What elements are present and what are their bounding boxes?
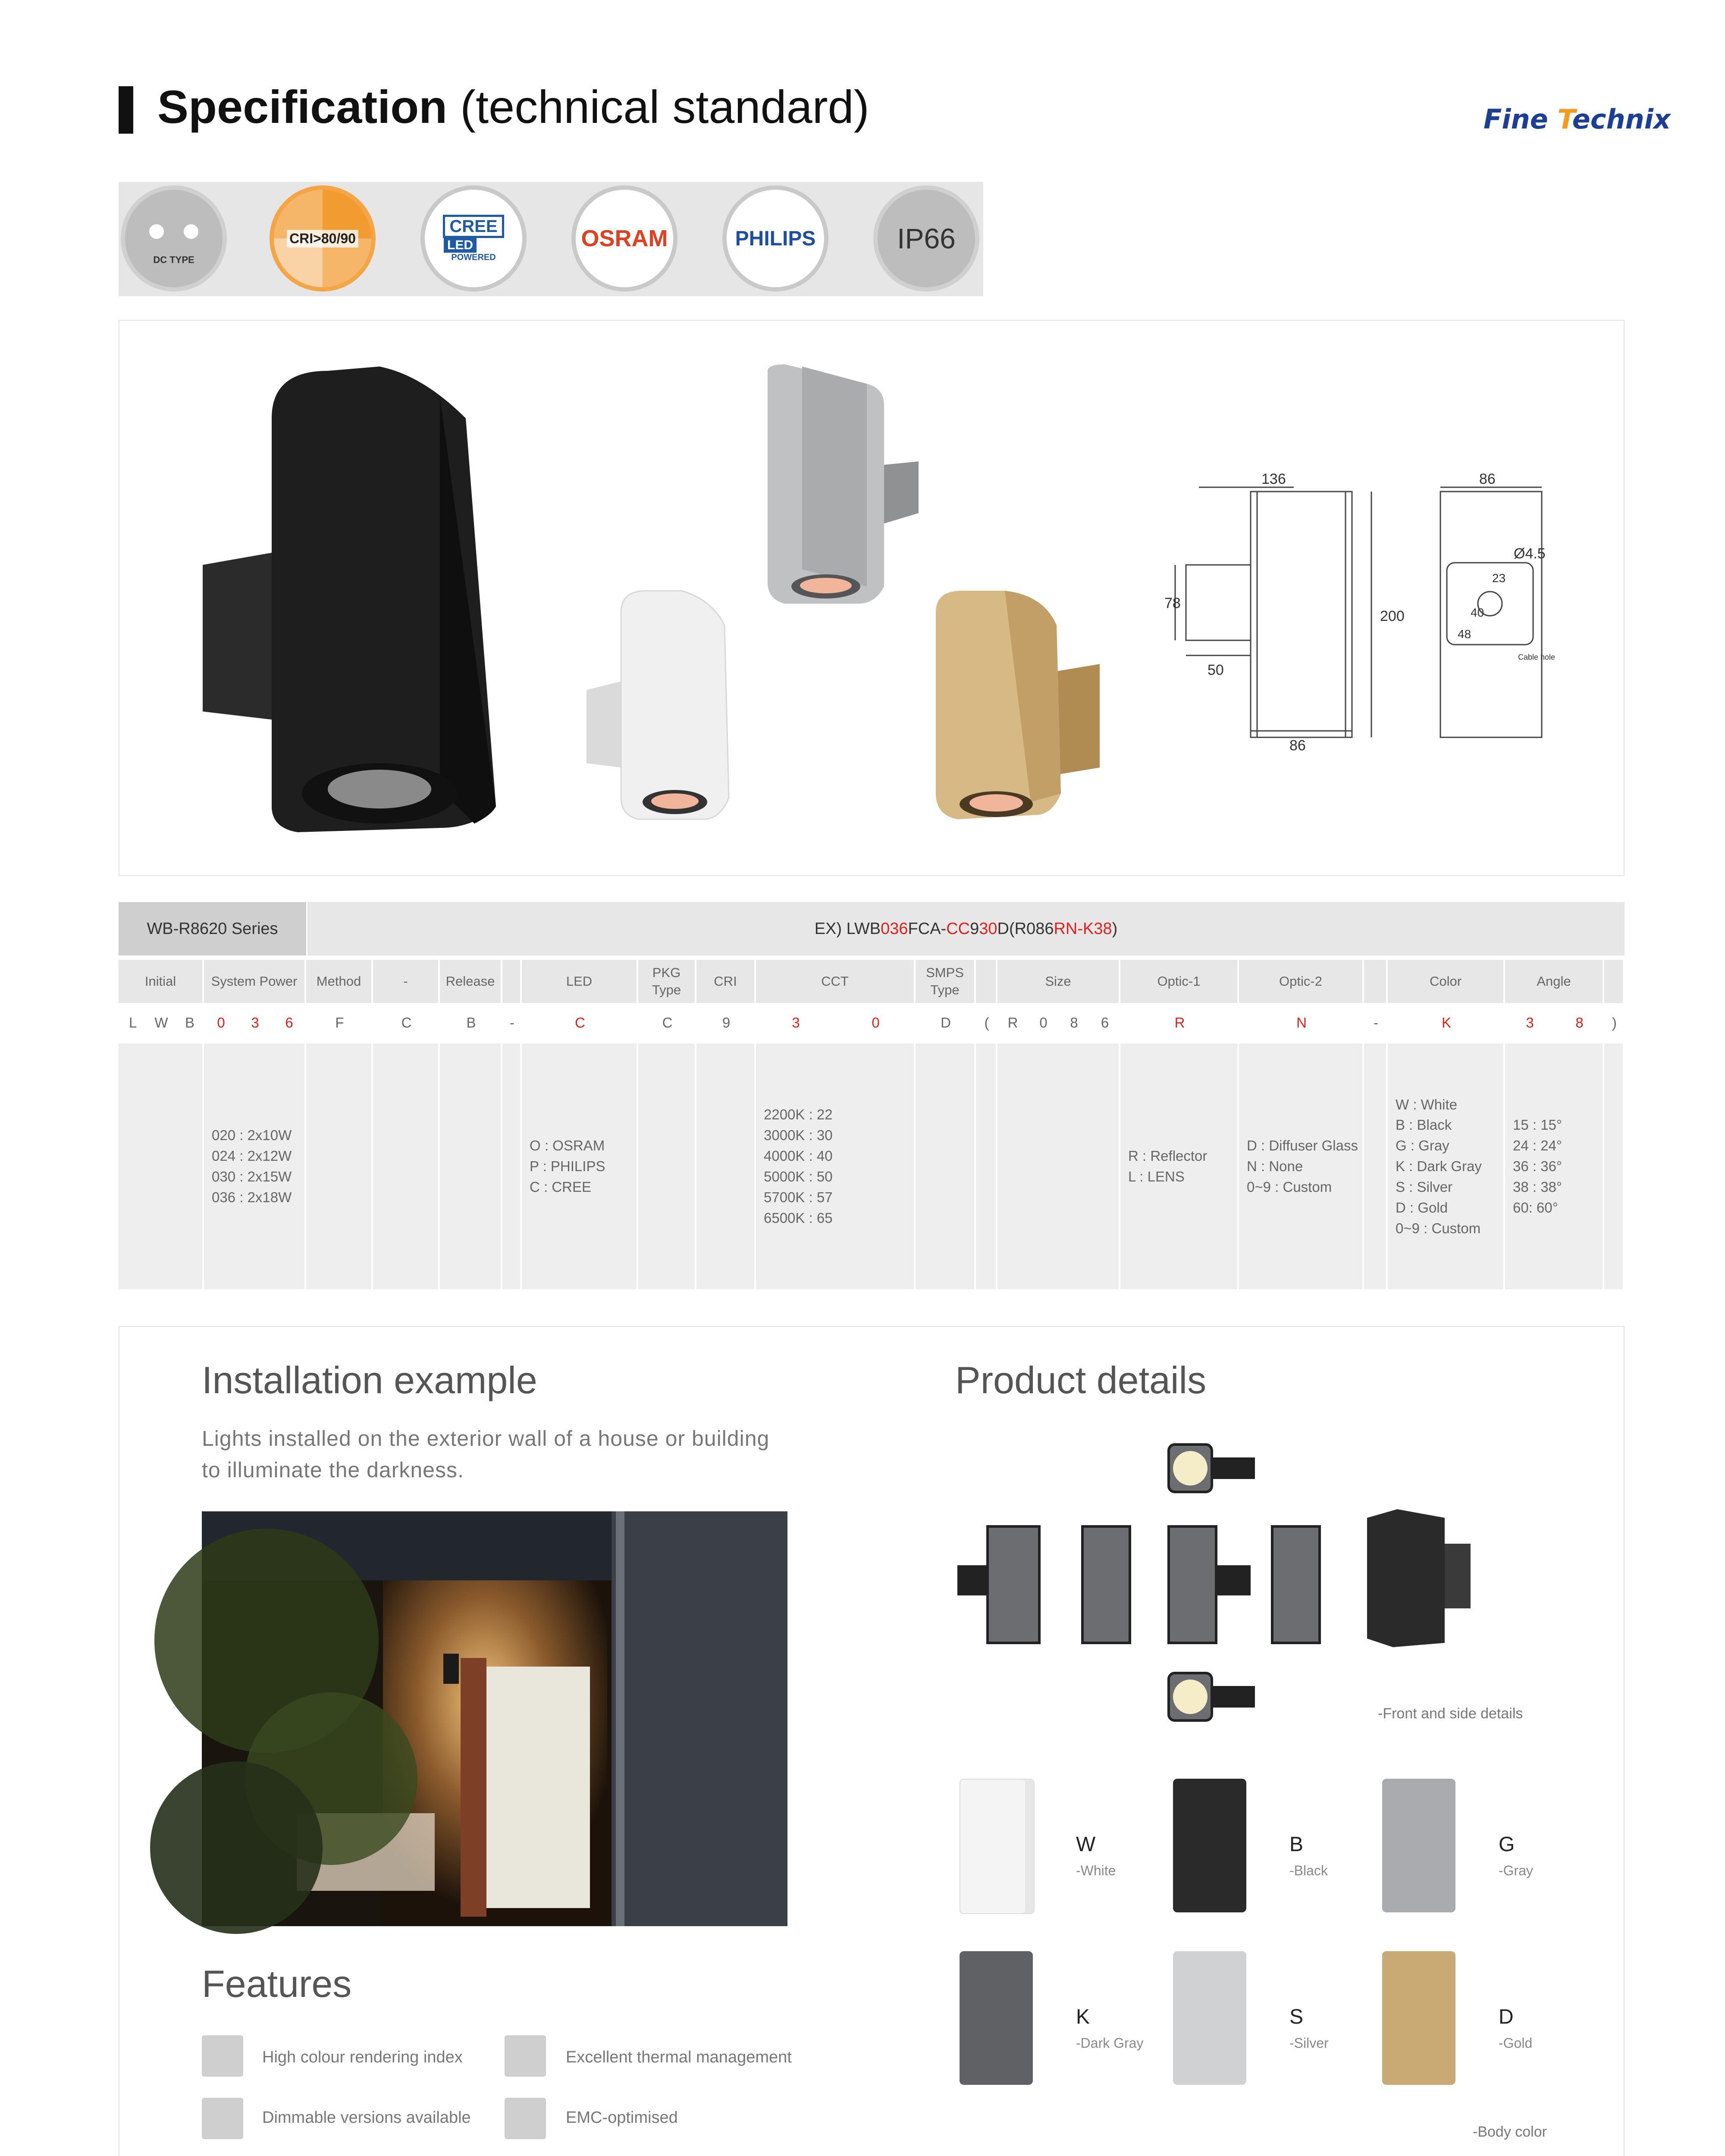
code-cell: D [941, 1015, 951, 1031]
col-header: Initial [119, 960, 204, 1003]
code-cell: 3 [251, 1015, 259, 1031]
swatch-black [1173, 1779, 1246, 1912]
swatch-white [960, 1779, 1035, 1914]
silver-lamp-image [759, 362, 932, 612]
desc-optic2: D : Diffuser Glass N : None 0~9 : Custom [1239, 1044, 1364, 1289]
example-part: D(R086 [997, 919, 1054, 938]
dim-78: 78 [1164, 595, 1181, 611]
cri-label: CRI>80/90 [287, 230, 358, 248]
example-part: EX) LWB [814, 919, 881, 938]
swatch-code-s: S [1289, 2006, 1304, 2028]
cree-badge [420, 185, 527, 291]
code-cell: K [1441, 1015, 1451, 1031]
col-header: System Power [204, 960, 306, 1003]
code-cell: 0 [1039, 1015, 1048, 1031]
dim-50: 50 [1208, 662, 1224, 678]
code-cell: 6 [285, 1015, 293, 1031]
dimmable-feature-icon [202, 2098, 243, 2139]
cri-badge [270, 185, 376, 291]
col-header: Angle [1505, 960, 1604, 1003]
example-part: 0 [988, 919, 997, 938]
series-name: WB-R8620 Series [119, 902, 306, 956]
body-color-caption: -Body color [1473, 2124, 1547, 2140]
feature-label: High colour rendering index [262, 2048, 463, 2066]
col-header: Optic-1 [1120, 960, 1239, 1003]
dim-86-top: 86 [1479, 471, 1496, 487]
desc-size [997, 1044, 1120, 1289]
logo-t: T [1557, 103, 1572, 135]
code-cell: 6 [1101, 1015, 1109, 1031]
code-cell: 8 [1070, 1015, 1078, 1031]
ip66-label: IP66 [897, 222, 956, 254]
dim-4-5: Ø4.5 [1514, 545, 1546, 562]
feature-label: EMC-optimised [566, 2109, 678, 2127]
swatch-silver [1173, 1951, 1246, 2085]
example-part: 9 [970, 919, 979, 938]
swatch-code-k: K [1076, 2006, 1090, 2028]
example-code [307, 902, 1625, 956]
page-title-bold: Specification [157, 81, 448, 133]
example-part: 036 [881, 919, 908, 938]
col-header: SMPS Type [916, 960, 976, 1003]
dim-86-bottom: 86 [1289, 737, 1306, 754]
code-cell: R [1007, 1015, 1018, 1031]
col-header [976, 960, 997, 1003]
dim-136: 136 [1261, 471, 1286, 487]
desc-angle: 15 : 15° 24 : 24° 36 : 36° 38 : 38° 60: 60° [1505, 1044, 1604, 1289]
example-part: RN-K38 [1054, 919, 1112, 938]
desc-cri [696, 1044, 756, 1289]
example-part: FCA- [908, 919, 947, 938]
swatch-code-b: B [1289, 1833, 1304, 1856]
col-header [502, 960, 522, 1003]
dim-23: 23 [1492, 571, 1506, 585]
swatch-code-d: D [1499, 2006, 1514, 2028]
logo-part1: Fine [1484, 103, 1558, 135]
cree-label: CREE [443, 215, 504, 238]
code-cell: B [466, 1015, 476, 1031]
feature-label: Dimmable versions available [262, 2109, 471, 2127]
feature-label: Excellent thermal management [566, 2048, 792, 2066]
dim-200: 200 [1380, 608, 1405, 624]
front-side-caption: -Front and side details [1378, 1705, 1523, 1722]
desc-led: O : OSRAM P : PHILIPS C : CREE [522, 1044, 638, 1289]
dc-type-label: DC TYPE [153, 254, 194, 265]
example-part: CC [946, 919, 970, 938]
ip66-badge [873, 185, 979, 291]
code-row [119, 1006, 1625, 1040]
col-header: Release [440, 960, 502, 1003]
header-row [119, 960, 1625, 1003]
swatch-dark-gray [960, 1951, 1033, 2085]
swatch-gray [1382, 1779, 1455, 1912]
installation-title: Installation example [202, 1359, 537, 1401]
page-title-light: (technical standard) [460, 81, 869, 133]
col-header: PKG Type [638, 960, 696, 1003]
dim-48: 48 [1458, 627, 1471, 641]
swatch-name-g: -Gray [1499, 1863, 1533, 1878]
desc-gap [976, 1044, 997, 1289]
code-cell: N [1296, 1015, 1307, 1031]
desc-gap [1364, 1044, 1388, 1289]
desc-optic1: R : Reflector L : LENS [1120, 1044, 1239, 1289]
swatch-code-w: W [1076, 1833, 1096, 1856]
desc-color: W : White B : Black G : Gray K : Dark Gray S : Silver D : Gold 0~9 : Custom [1388, 1044, 1505, 1289]
code-cell: B [185, 1015, 194, 1031]
swatch-name-w: -White [1076, 1863, 1116, 1878]
col-header: CCT [756, 960, 916, 1003]
philips-badge [722, 185, 828, 291]
col-header: Method [306, 960, 373, 1003]
code-cell: 0 [872, 1015, 880, 1031]
swatch-name-d: -Gold [1499, 2035, 1533, 2051]
code-cell: 3 [792, 1015, 800, 1031]
code-cell: ) [1612, 1015, 1617, 1031]
logo-part2: echnix [1572, 103, 1671, 135]
col-header: LED [522, 960, 638, 1003]
swatch-name-s: -Silver [1289, 2035, 1329, 2051]
badge-strip [119, 182, 983, 296]
cri-feature-icon [202, 2035, 243, 2077]
col-header: CRI [696, 960, 756, 1003]
code-cell: 8 [1575, 1015, 1584, 1031]
thermal-feature-icon [505, 2035, 546, 2077]
code-cell: ( [984, 1015, 989, 1031]
code-cell: F [335, 1015, 344, 1031]
features-title: Features [202, 1962, 352, 2005]
installation-photo [202, 1511, 787, 1926]
col-header [1604, 960, 1625, 1003]
code-cell: R [1174, 1015, 1185, 1031]
page-title [157, 80, 869, 134]
emc-feature-icon [505, 2098, 546, 2139]
code-cell: C [662, 1015, 673, 1031]
description-row [119, 1044, 1625, 1289]
swatch-name-b: -Black [1289, 1863, 1328, 1878]
code-cell: W [154, 1015, 168, 1031]
black-lamp-image [198, 358, 543, 841]
osram-badge [571, 185, 677, 291]
code-cell: 9 [722, 1015, 731, 1031]
desc-method [306, 1044, 373, 1289]
product-details-title: Product details [955, 1359, 1207, 1401]
code-cell: L [129, 1015, 137, 1031]
dim-40: 40 [1471, 606, 1484, 619]
desc-initial [119, 1044, 204, 1289]
code-cell: 3 [1526, 1015, 1534, 1031]
series-row [119, 902, 1625, 956]
desc-cct: 2200K : 22 3000K : 30 4000K : 40 5000K : 50 5700K : 57 6500K : 65 [756, 1044, 916, 1289]
col-header [1364, 960, 1388, 1003]
col-header: Color [1388, 960, 1505, 1003]
cree-powered-label: POWERED [451, 252, 496, 262]
osram-label: OSRAM [581, 226, 668, 251]
swatch-name-k: -Dark Gray [1076, 2035, 1144, 2051]
desc-gap [502, 1044, 522, 1289]
code-cell: 0 [217, 1015, 225, 1031]
philips-label: PHILIPS [735, 227, 816, 250]
cree-led-label: LED [444, 238, 477, 253]
col-header: Size [997, 960, 1120, 1003]
swatch-code-g: G [1499, 1833, 1515, 1856]
front-side-details-image [957, 1440, 1475, 1725]
desc-release [440, 1044, 502, 1289]
dc-type-badge [121, 185, 227, 291]
gold-lamp-image [919, 586, 1108, 828]
example-part: ) [1112, 919, 1118, 938]
desc-pkg [638, 1044, 696, 1289]
installation-text: Lights installed on the exterior wall of a house or building to illuminate the darkness. [202, 1426, 770, 1482]
desc-dash [373, 1044, 440, 1289]
code-cell: C [401, 1015, 412, 1031]
brand-logo [1484, 103, 1671, 135]
dimension-drawing [1164, 471, 1561, 755]
code-cell: - [510, 1015, 514, 1031]
col-header: Optic-2 [1239, 960, 1364, 1003]
desc-gap [1604, 1044, 1625, 1289]
col-header: - [373, 960, 440, 1003]
desc-smps [916, 1044, 976, 1289]
dim-cable-hole: Cable hole [1518, 653, 1556, 661]
desc-power: 020 : 2x10W 024 : 2x12W 030 : 2x15W 036 : 2x18W [204, 1044, 306, 1289]
swatch-gold [1382, 1951, 1455, 2085]
code-cell: C [575, 1015, 585, 1031]
code-cell: - [1374, 1015, 1378, 1031]
title-accent-bar [119, 86, 133, 134]
white-lamp-image [582, 586, 737, 828]
example-part: 3 [979, 919, 988, 938]
